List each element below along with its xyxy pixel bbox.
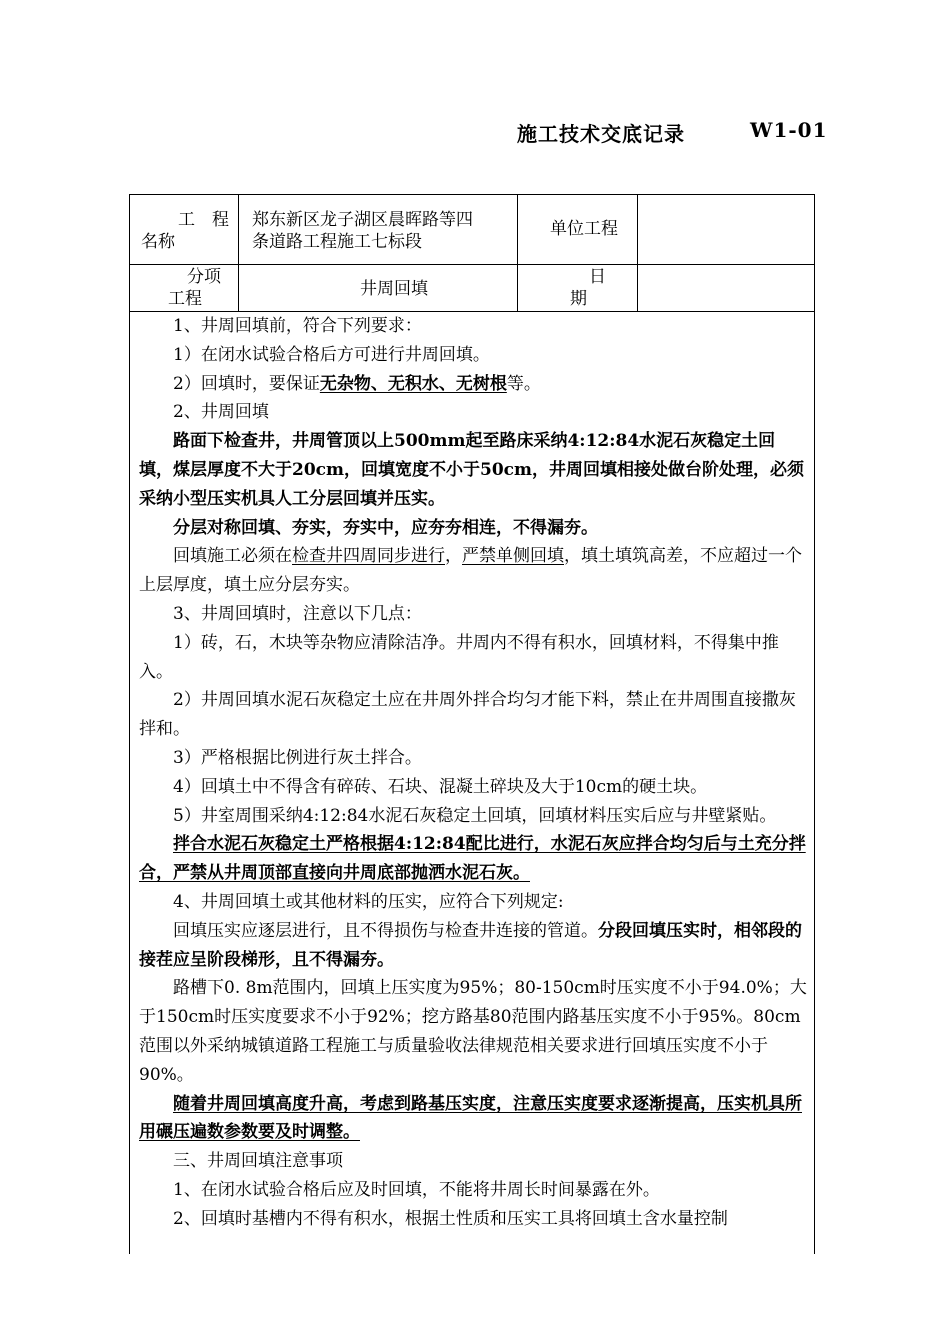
para-21: 2、回填时基槽内不得有积水，根据土性质和压实工具将回填土含水量控制	[173, 1208, 728, 1229]
doc-code: W1-01	[750, 118, 828, 142]
project-name-label-line2: 名称	[141, 232, 175, 252]
para-7	[139, 542, 807, 600]
para-7-text-c: ，	[445, 546, 462, 567]
row-divider-1	[130, 264, 814, 265]
para-6: 分层对称回填、夯实，夯实中，应夯夯相连，不得漏夯。	[173, 517, 598, 538]
para-13: 5）井室周围采纳4:12:84水泥石灰稳定土回填，回填材料压实后应与井壁紧贴。	[173, 805, 777, 826]
project-name-label-line1: 工 程	[178, 210, 229, 230]
doc-title: 施工技术交底记录	[517, 122, 685, 146]
para-3-emphasis: 无杂物、无积水、无树根	[319, 373, 507, 394]
para-4: 2、井周回填	[173, 402, 269, 423]
disclosure-content	[139, 312, 807, 1234]
sub-project-label-line1: 分项	[187, 267, 221, 287]
para-18: 随着井周回填高度升高，考虑到路基压实度，注意压实度要求逐渐提高，压实机具所用碾压遍数参数要及时调整。	[139, 1093, 802, 1143]
sub-project-value: 井周回填	[360, 279, 428, 299]
para-15: 4、井周回填土或其他材料的压实，应符合下列规定:	[173, 891, 564, 912]
para-20: 1、在闭水试验合格后应及时回填，不能将井周长时间暴露在外。	[173, 1179, 660, 1200]
para-19: 三、井周回填注意事项	[173, 1151, 343, 1172]
para-2: 1）在闭水试验合格后方可进行井周回填。	[173, 344, 490, 365]
col-divider-2	[517, 195, 518, 311]
para-11: 3）严格根据比例进行灰土拌合。	[173, 747, 422, 768]
date-label-line2: 期	[570, 289, 587, 309]
para-12: 4）回填土中不得含有碎砖、石块、混凝土碎块及大于10cm的硬土块。	[173, 776, 708, 797]
para-5: 路面下检查井，井周管顶以上500mm起至路床采纳4:12:84水泥石灰稳定土回填，煤层厚度不大于20cm，回填宽度不小于50cm，井周回填相接处做台阶处理，必须采纳小型压实机具人工分层回填并压实。	[139, 431, 804, 509]
para-16-bold: 分段回填压实时，相邻段的接茬应呈阶段梯形，且不得漏夯。	[139, 920, 802, 970]
para-7-underline-1: 检查井四周同步进行	[292, 546, 445, 567]
para-10: 2）井周回填水泥石灰稳定土应在井周外拌合均匀才能下料，禁止在井周围直接撒灰拌和。	[139, 690, 796, 740]
col-divider-1	[238, 195, 239, 311]
para-9: 1）砖，石，木块等杂物应清除洁净。井周内不得有积水，回填材料，不得集中推入。	[139, 632, 779, 682]
para-8: 3、井周回填时，注意以下几点：	[173, 603, 422, 624]
unit-project-label: 单位工程	[550, 219, 618, 239]
para-3	[139, 370, 807, 399]
para-3-text-a: 2）回填时，要保证	[173, 373, 320, 394]
sub-project-label-line2: 工程	[168, 289, 202, 309]
para-7-underline-2: 严禁单侧回填	[462, 546, 564, 567]
disclosure-table	[129, 194, 815, 1254]
para-7-text-e: ，填土填筑高差，不应超过一个上层厚度，填土应分层夯实。	[139, 546, 802, 596]
para-1: 1、井周回填前，符合下列要求：	[173, 316, 422, 336]
para-16-text-a: 回填压实应逐层进行，且不得损伤与检查井连接的管道。	[173, 920, 598, 941]
para-7-text-a: 回填施工必须在	[173, 546, 292, 567]
para-16	[139, 917, 807, 975]
project-name-value-line2: 条道路工程施工七标段	[252, 232, 422, 252]
date-label-line1: 日	[589, 267, 606, 287]
col-divider-3	[637, 195, 638, 311]
para-17: 路槽下0. 8m范围内，回填上压实度为95%；80-150cm时压实度不小于94.0%；大于150cm时压实度要求不小于92%；挖方路基80范围内路基压实度不小于95%。80cm范围以外采纳城镇道路工程施工与质量验收法律规范相关要求进行回填压实度不小于90%。	[139, 978, 807, 1085]
para-14: 拌合水泥石灰稳定土严格根据4:12:84配比进行，水泥石灰应拌合均匀后与土充分拌合，严禁从井周顶部直接向井周底部抛洒水泥石灰。	[139, 834, 806, 884]
para-3-text-c: 等。	[506, 373, 541, 394]
project-name-value-line1: 郑东新区龙子湖区晨晖路等四	[252, 210, 473, 230]
